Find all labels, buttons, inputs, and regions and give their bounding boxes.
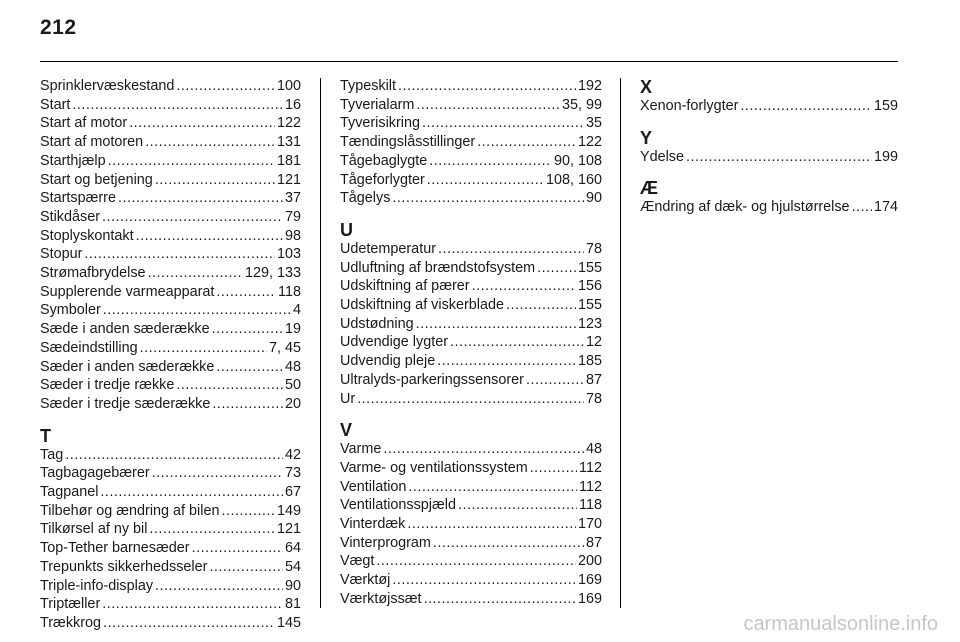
entry-pages: 131 xyxy=(276,134,301,151)
dot-leader xyxy=(357,390,584,409)
entry-label: Udluftning af brændstofsystem xyxy=(340,259,536,276)
entry-pages: 20 xyxy=(284,395,301,412)
entry-pages: 50 xyxy=(284,377,301,394)
section-letter: X xyxy=(640,77,653,97)
entry-label: Top-Tether barnesæder xyxy=(40,540,190,557)
index-entry xyxy=(40,227,301,246)
entry-pages: 118 xyxy=(579,497,602,514)
index-entry xyxy=(340,133,602,152)
entry-pages: 121 xyxy=(276,521,301,538)
dot-leader xyxy=(407,515,576,534)
index-entry xyxy=(340,552,602,571)
dot-leader xyxy=(530,459,577,478)
index-entry xyxy=(640,148,898,167)
entry-pages: 16 xyxy=(284,96,301,113)
entry-pages: 118 xyxy=(278,283,301,300)
header-rule xyxy=(40,61,898,62)
entry-label: Trepunkts sikkerhedsseler xyxy=(40,558,208,575)
entry-pages: 78 xyxy=(585,240,602,257)
index-entry xyxy=(40,133,301,152)
dot-leader xyxy=(427,171,544,190)
dot-leader xyxy=(136,227,283,246)
index-entry xyxy=(40,558,301,577)
entry-label: Ydelse xyxy=(640,148,685,165)
dot-leader xyxy=(155,171,275,190)
entry-pages: 103 xyxy=(276,246,301,263)
index-entry xyxy=(640,97,898,116)
entry-label: Ændring af dæk- og hjulstørrelse xyxy=(640,199,850,216)
entry-label: Typeskilt xyxy=(340,78,396,94)
entry-pages: 145 xyxy=(276,614,301,631)
entry-pages: 87 xyxy=(585,534,602,551)
entry-label: Varme xyxy=(340,441,382,458)
entry-label: Ventilationsspjæld xyxy=(340,497,456,514)
entry-pages: 87 xyxy=(585,371,602,388)
dot-leader xyxy=(152,464,283,483)
dot-leader xyxy=(437,352,576,371)
entry-label: Sæder i tredje række xyxy=(40,377,175,394)
entry-pages: 90 xyxy=(585,190,602,207)
entry-label: Symboler xyxy=(40,302,101,319)
dot-leader xyxy=(740,97,872,116)
section-letter: V xyxy=(340,420,353,441)
dot-leader xyxy=(176,376,283,395)
dot-leader xyxy=(392,571,576,590)
entry-label: Trækkrog xyxy=(40,614,102,631)
entry-label: Udstødning xyxy=(340,315,414,332)
page-number: 212 xyxy=(40,16,77,39)
column-divider-1 xyxy=(320,78,321,608)
entry-pages: 48 xyxy=(284,358,301,375)
entry-label: Tagpanel xyxy=(40,484,99,501)
entry-label: Vægt xyxy=(340,553,375,570)
index-entry xyxy=(340,478,602,497)
entry-pages: 90 xyxy=(284,577,301,594)
entry-pages: 81 xyxy=(284,596,301,613)
entry-label: Udvendige lygter xyxy=(340,334,448,351)
entry-pages: 199 xyxy=(873,148,898,165)
index-entry xyxy=(40,301,301,320)
entry-label: Startspærre xyxy=(40,190,116,207)
entry-label: Varme- og ventilationssystem xyxy=(340,459,528,476)
index-entry xyxy=(340,515,602,534)
entry-pages: 98 xyxy=(284,227,301,244)
entry-label: Triple-info-display xyxy=(40,577,154,594)
entry-label: Udskiftning af pærer xyxy=(340,278,470,295)
entry-pages: 155 xyxy=(577,297,602,314)
entry-label: Start xyxy=(40,96,71,113)
entry-label: Ventilation xyxy=(340,478,407,495)
entry-pages: 181 xyxy=(276,152,301,169)
dot-leader xyxy=(103,614,275,633)
index-entry xyxy=(340,590,602,609)
index-column-2 xyxy=(340,77,602,609)
entry-label: Starthjælp xyxy=(40,152,106,169)
dot-leader xyxy=(398,77,576,96)
entry-label: Ultralyds-parkeringssensorer xyxy=(340,371,524,388)
index-entry xyxy=(340,277,602,296)
entry-label: Tilbehør og ændring af bilen xyxy=(40,502,220,519)
entry-label: Udvendig pleje xyxy=(340,353,436,370)
entry-label: Start og betjening xyxy=(40,171,153,188)
entry-pages: 121 xyxy=(276,171,301,188)
dot-leader xyxy=(102,208,283,227)
entry-pages: 122 xyxy=(577,134,602,151)
index-entry xyxy=(40,483,301,502)
dot-leader xyxy=(212,395,283,414)
index-entry xyxy=(40,520,301,539)
index-entry xyxy=(340,96,602,115)
entry-label: Triptæller xyxy=(40,596,101,613)
entry-pages: 64 xyxy=(284,540,301,557)
dot-leader xyxy=(149,520,275,539)
index-entry xyxy=(40,358,301,377)
entry-pages: 48 xyxy=(585,441,602,458)
dot-leader xyxy=(209,558,283,577)
entry-pages: 79 xyxy=(284,208,301,225)
dot-leader xyxy=(392,189,584,208)
section-letter: Æ xyxy=(640,178,658,199)
index-entry xyxy=(40,77,301,96)
index-entry xyxy=(40,264,301,283)
index-entry xyxy=(340,315,602,334)
entry-pages: 78 xyxy=(585,390,602,407)
dot-leader xyxy=(424,590,576,609)
entry-label: Stikdåser xyxy=(40,208,100,225)
entry-label: Tændingslåsstillinger xyxy=(340,134,476,151)
entry-pages: 112 xyxy=(579,459,602,476)
index-entry xyxy=(40,152,301,171)
dot-leader xyxy=(129,114,275,133)
index-entry xyxy=(340,496,602,515)
dot-leader xyxy=(472,277,576,296)
entry-pages: 192 xyxy=(577,78,602,94)
dot-leader xyxy=(221,502,275,521)
index-entry xyxy=(40,614,301,633)
section-letter: T xyxy=(40,425,51,446)
index-entry xyxy=(340,390,602,409)
index-entry xyxy=(340,440,602,459)
index-entry xyxy=(40,208,301,227)
index-entry xyxy=(340,171,602,190)
dot-leader xyxy=(145,133,275,152)
dot-leader xyxy=(212,320,283,339)
index-entry xyxy=(340,352,602,371)
entry-pages: 156 xyxy=(577,278,602,295)
section-letter: Y xyxy=(640,127,653,148)
dot-leader xyxy=(433,534,584,553)
dot-leader xyxy=(422,114,584,133)
entry-pages: 123 xyxy=(577,315,602,332)
watermark: carmanualsonline.info xyxy=(743,613,938,635)
index-entry xyxy=(40,283,301,302)
dot-leader xyxy=(429,152,552,171)
dot-leader xyxy=(102,595,283,614)
dot-leader xyxy=(477,133,576,152)
entry-label: Sprinklervæskestand xyxy=(40,78,175,94)
index-entry xyxy=(340,459,602,478)
entry-pages: 149 xyxy=(276,502,301,519)
entry-label: Stoplyskontakt xyxy=(40,227,134,244)
entry-pages: 200 xyxy=(577,553,602,570)
entry-pages: 108, 160 xyxy=(545,171,602,188)
entry-label: Sæde i anden sæderække xyxy=(40,321,210,338)
index-entry xyxy=(340,189,602,208)
entry-label: Tågelys xyxy=(340,190,391,207)
entry-label: Xenon-forlygter xyxy=(640,98,739,114)
dot-leader xyxy=(506,296,576,315)
entry-label: Tyverialarm xyxy=(340,96,415,113)
entry-label: Tagbagagebærer xyxy=(40,465,150,482)
index-entry xyxy=(340,77,602,96)
entry-pages: 169 xyxy=(577,590,602,607)
dot-leader xyxy=(526,371,584,390)
dot-leader xyxy=(458,496,577,515)
entry-label: Værktøj xyxy=(340,572,391,589)
entry-pages: 7, 45 xyxy=(268,339,301,356)
index-entry xyxy=(40,245,301,264)
index-entry xyxy=(40,395,301,414)
dot-leader xyxy=(72,96,283,115)
index-entry xyxy=(40,464,301,483)
index-entry xyxy=(340,534,602,553)
index-entry xyxy=(340,333,602,352)
dot-leader xyxy=(84,245,275,264)
dot-leader xyxy=(65,446,283,465)
dot-leader xyxy=(176,77,275,96)
entry-pages: 73 xyxy=(284,465,301,482)
dot-leader xyxy=(155,577,283,596)
index-entry xyxy=(40,339,301,358)
entry-pages: 12 xyxy=(585,334,602,351)
entry-label: Sæder i anden sæderække xyxy=(40,358,215,375)
dot-leader xyxy=(438,240,584,259)
index-column-1 xyxy=(40,77,301,633)
entry-pages: 37 xyxy=(284,190,301,207)
dot-leader xyxy=(118,189,283,208)
entry-pages: 67 xyxy=(284,484,301,501)
dot-leader xyxy=(686,148,872,167)
index-entry xyxy=(40,539,301,558)
dot-leader xyxy=(408,478,577,497)
entry-label: Tågebaglygte xyxy=(340,152,428,169)
index-entry xyxy=(340,296,602,315)
entry-pages: 170 xyxy=(577,516,602,533)
index-entry xyxy=(40,446,301,465)
index-column-3 xyxy=(640,77,898,217)
dot-leader xyxy=(216,283,276,302)
dot-leader xyxy=(376,552,576,571)
index-entry xyxy=(40,96,301,115)
dot-leader xyxy=(416,315,576,334)
dot-leader xyxy=(450,333,584,352)
dot-leader xyxy=(108,152,275,171)
dot-leader xyxy=(148,264,243,283)
index-entry xyxy=(40,577,301,596)
index-entry xyxy=(640,198,898,217)
entry-label: Vinterprogram xyxy=(340,534,431,551)
entry-label: Strømafbrydelse xyxy=(40,265,146,282)
index-entry xyxy=(40,595,301,614)
index-entry xyxy=(340,371,602,390)
entry-label: Tyverisikring xyxy=(340,115,420,132)
entry-label: Stopur xyxy=(40,246,83,263)
entry-pages: 112 xyxy=(579,478,602,495)
entry-pages: 159 xyxy=(873,98,898,114)
entry-label: Sædeindstilling xyxy=(40,339,138,356)
entry-label: Start af motor xyxy=(40,115,128,132)
dot-leader xyxy=(416,96,560,115)
column-divider-2 xyxy=(620,78,621,608)
index-entry xyxy=(340,114,602,133)
index-entry xyxy=(40,376,301,395)
dot-leader xyxy=(216,358,283,377)
index-entry xyxy=(340,571,602,590)
section-letter: U xyxy=(340,219,353,240)
entry-label: Start af motoren xyxy=(40,134,144,151)
entry-label: Vinterdæk xyxy=(340,516,406,533)
entry-pages: 19 xyxy=(284,321,301,338)
dot-leader xyxy=(103,301,291,320)
index-entry xyxy=(340,240,602,259)
entry-pages: 169 xyxy=(577,572,602,589)
entry-pages: 42 xyxy=(284,446,301,463)
entry-pages: 90, 108 xyxy=(553,152,602,169)
index-entry xyxy=(40,171,301,190)
dot-leader xyxy=(537,259,576,278)
entry-label: Sæder i tredje sæderække xyxy=(40,395,211,412)
dot-leader xyxy=(383,440,584,459)
entry-label: Tilkørsel af ny bil xyxy=(40,521,148,538)
index-entry xyxy=(40,114,301,133)
entry-pages: 174 xyxy=(873,199,898,216)
entry-pages: 185 xyxy=(577,353,602,370)
dot-leader xyxy=(852,198,872,217)
entry-pages: 100 xyxy=(276,78,301,94)
index-entry xyxy=(40,502,301,521)
entry-pages: 129, 133 xyxy=(244,265,301,282)
entry-pages: 4 xyxy=(292,302,301,319)
entry-pages: 35, 99 xyxy=(561,96,602,113)
index-entry xyxy=(40,189,301,208)
entry-label: Udskiftning af viskerblade xyxy=(340,297,504,314)
entry-label: Tågeforlygter xyxy=(340,171,425,188)
entry-pages: 54 xyxy=(284,558,301,575)
dot-leader xyxy=(192,539,283,558)
dot-leader xyxy=(100,483,283,502)
index-entry xyxy=(340,152,602,171)
index-entry xyxy=(340,259,602,278)
index-entry xyxy=(40,320,301,339)
entry-pages: 35 xyxy=(585,115,602,132)
entry-pages: 155 xyxy=(577,259,602,276)
entry-pages: 122 xyxy=(276,115,301,132)
entry-label: Ur xyxy=(340,390,356,407)
dot-leader xyxy=(140,339,267,358)
entry-label: Tag xyxy=(40,446,64,463)
entry-label: Supplerende varmeapparat xyxy=(40,283,215,300)
entry-label: Udetemperatur xyxy=(340,240,436,257)
entry-label: Værktøjssæt xyxy=(340,590,422,607)
